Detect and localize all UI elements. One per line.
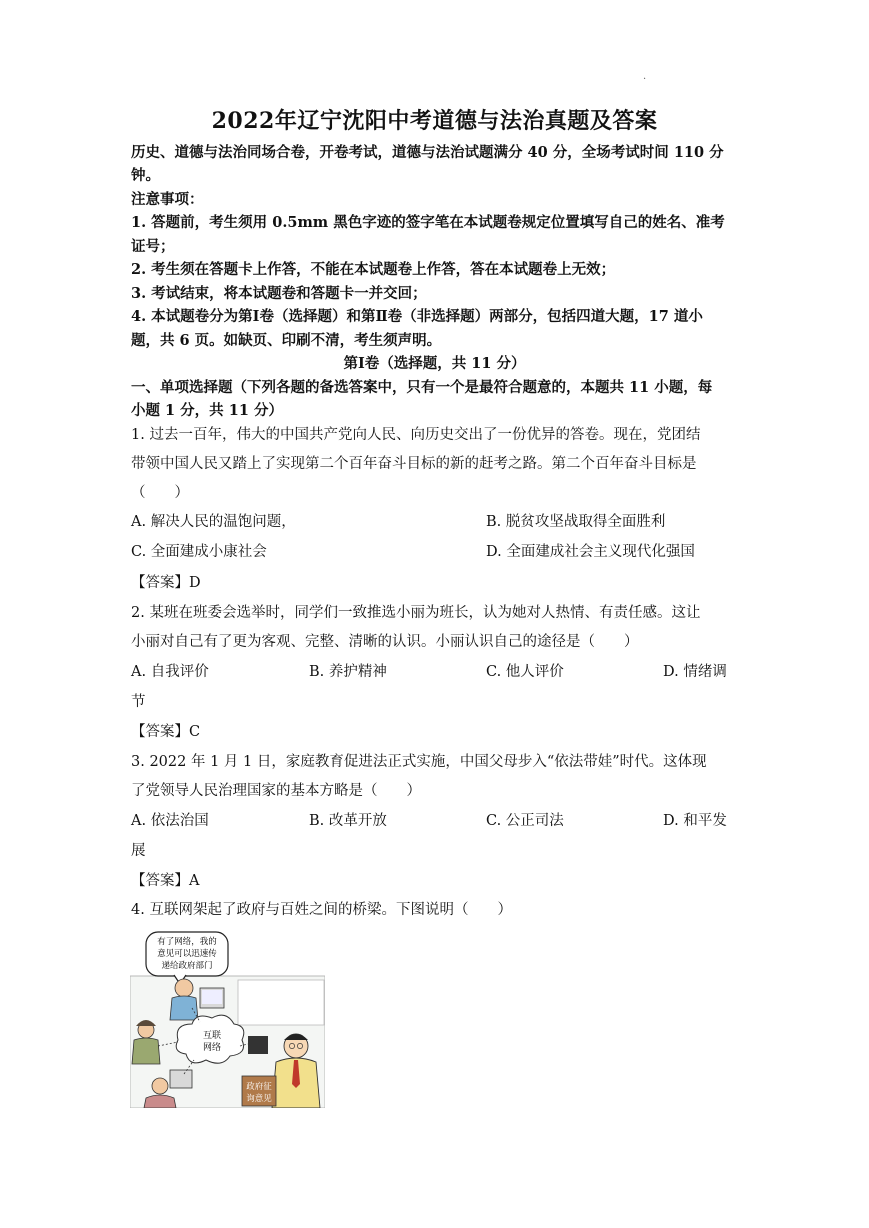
- intro-line-1: 历史、道德与法治同场合卷，开卷考试，道德与法治试题满分 40 分，全场考试时间 110 分: [131, 144, 724, 161]
- bubble-text-1: 有了网络，我的: [157, 937, 217, 947]
- notice-title: 注意事项：: [131, 191, 204, 208]
- q2-option-d: D. 情绪调: [663, 664, 727, 680]
- notice-item-4: 4. 本试题卷分为第Ⅰ卷（选择题）和第Ⅱ卷（非选择题）两部分，包括四道大题，17 道小: [131, 308, 703, 325]
- notice-item-4-cont: 题，共 6 页。如缺页、印刷不清，考生须声明。: [131, 332, 442, 349]
- elder-screen: [202, 990, 222, 1004]
- q2-option-d-cont: 节: [131, 694, 146, 710]
- q1-option-b: B. 脱贫攻坚战取得全面胜利: [486, 514, 666, 530]
- corner-mark: ·: [643, 74, 647, 85]
- q3-stem-1: 3. 2022 年 1 月 1 日，家庭教育促进法正式实施，中国父母步入“依法带娃”时代。这体现: [131, 754, 707, 770]
- elder-body: [170, 996, 198, 1020]
- cloud-text-1: 互联: [202, 1031, 222, 1041]
- intro-line-2: 钟。: [131, 167, 160, 184]
- section-heading: 第Ⅰ卷（选择题，共 11 分）: [343, 355, 526, 372]
- bubble-text-3: 递给政府部门: [161, 961, 213, 971]
- bottom-person-head: [152, 1078, 168, 1094]
- bottom-monitor: [170, 1070, 192, 1088]
- part-heading: 一、单项选择题（下列各题的备选答案中，只有一个是最符合题意的，本题共 11 小题，每: [131, 379, 713, 396]
- notice-item-1-cont: 证号；: [131, 238, 175, 255]
- q2-answer: 【答案】C: [131, 724, 201, 740]
- notice-item-1: 1. 答题前，考生须用 0.5mm 黑色字迹的签字笔在本试题卷规定位置填写自己的姓名、准考: [131, 214, 725, 231]
- sign-text-1: 政府征: [246, 1082, 272, 1092]
- q3-option-a: A. 依法治国: [131, 813, 209, 829]
- woman-body: [132, 1038, 160, 1064]
- bubble-text-2: 意见可以迅速传: [157, 949, 217, 959]
- q1-stem-2: 带领中国人民又踏上了实现第二个百年奋斗目标的新的赶考之路。第二个百年奋斗目标是: [131, 456, 697, 472]
- q3-option-b: B. 改革开放: [309, 813, 387, 829]
- q2-option-a: A. 自我评价: [131, 664, 209, 680]
- official-monitor: [248, 1036, 268, 1054]
- q1-stem-1: 1. 过去一百年，伟大的中国共产党向人民、向历史交出了一份优异的答卷。现在，党团结: [131, 427, 701, 443]
- part-heading-cont: 小题 1 分，共 11 分）: [131, 402, 283, 419]
- page-title: 2022年辽宁沈阳中考道德与法治真题及答案: [211, 108, 658, 134]
- q1-stem-3: （ ）: [131, 485, 189, 501]
- q2-option-c: C. 他人评价: [486, 664, 564, 680]
- q3-stem-2: 了党领导人民治理国家的基本方略是（ ）: [131, 783, 421, 799]
- notice-item-3: 3. 考试结束，将本试题卷和答题卡一并交回；: [131, 285, 427, 302]
- q1-option-a: A. 解决人民的温饱问题，: [131, 514, 296, 530]
- q3-answer: 【答案】A: [131, 873, 200, 889]
- q3-option-d-cont: 展: [131, 843, 146, 859]
- sign-text-2: 询意见: [246, 1094, 272, 1104]
- q4-stem-1: 4. 互联网架起了政府与百姓之间的桥梁。下图说明（ ）: [131, 902, 512, 918]
- cloud-text-2: 网络: [202, 1043, 222, 1053]
- bottom-person-body: [144, 1095, 176, 1108]
- q3-option-c: C. 公正司法: [486, 813, 564, 829]
- q1-option-d: D. 全面建成社会主义现代化强国: [486, 544, 695, 560]
- q2-stem-2: 小丽对自己有了更为客观、完整、清晰的认识。小丽认识自己的途径是（ ）: [131, 634, 639, 650]
- q2-stem-1: 2. 某班在班委会选举时，同学们一致推选小丽为班长，认为她对人热情、有责任感。这让: [131, 605, 701, 621]
- blank-board: [238, 980, 324, 1025]
- internet-cartoon-image: [130, 928, 325, 1108]
- elder-head: [175, 979, 193, 997]
- q1-option-c: C. 全面建成小康社会: [131, 544, 267, 560]
- notice-item-2: 2. 考生须在答题卡上作答，不能在本试题卷上作答，答在本试题卷上无效；: [131, 261, 616, 278]
- q1-answer: 【答案】D: [131, 575, 201, 591]
- q3-option-d: D. 和平发: [663, 813, 727, 829]
- q2-option-b: B. 养护精神: [309, 664, 387, 680]
